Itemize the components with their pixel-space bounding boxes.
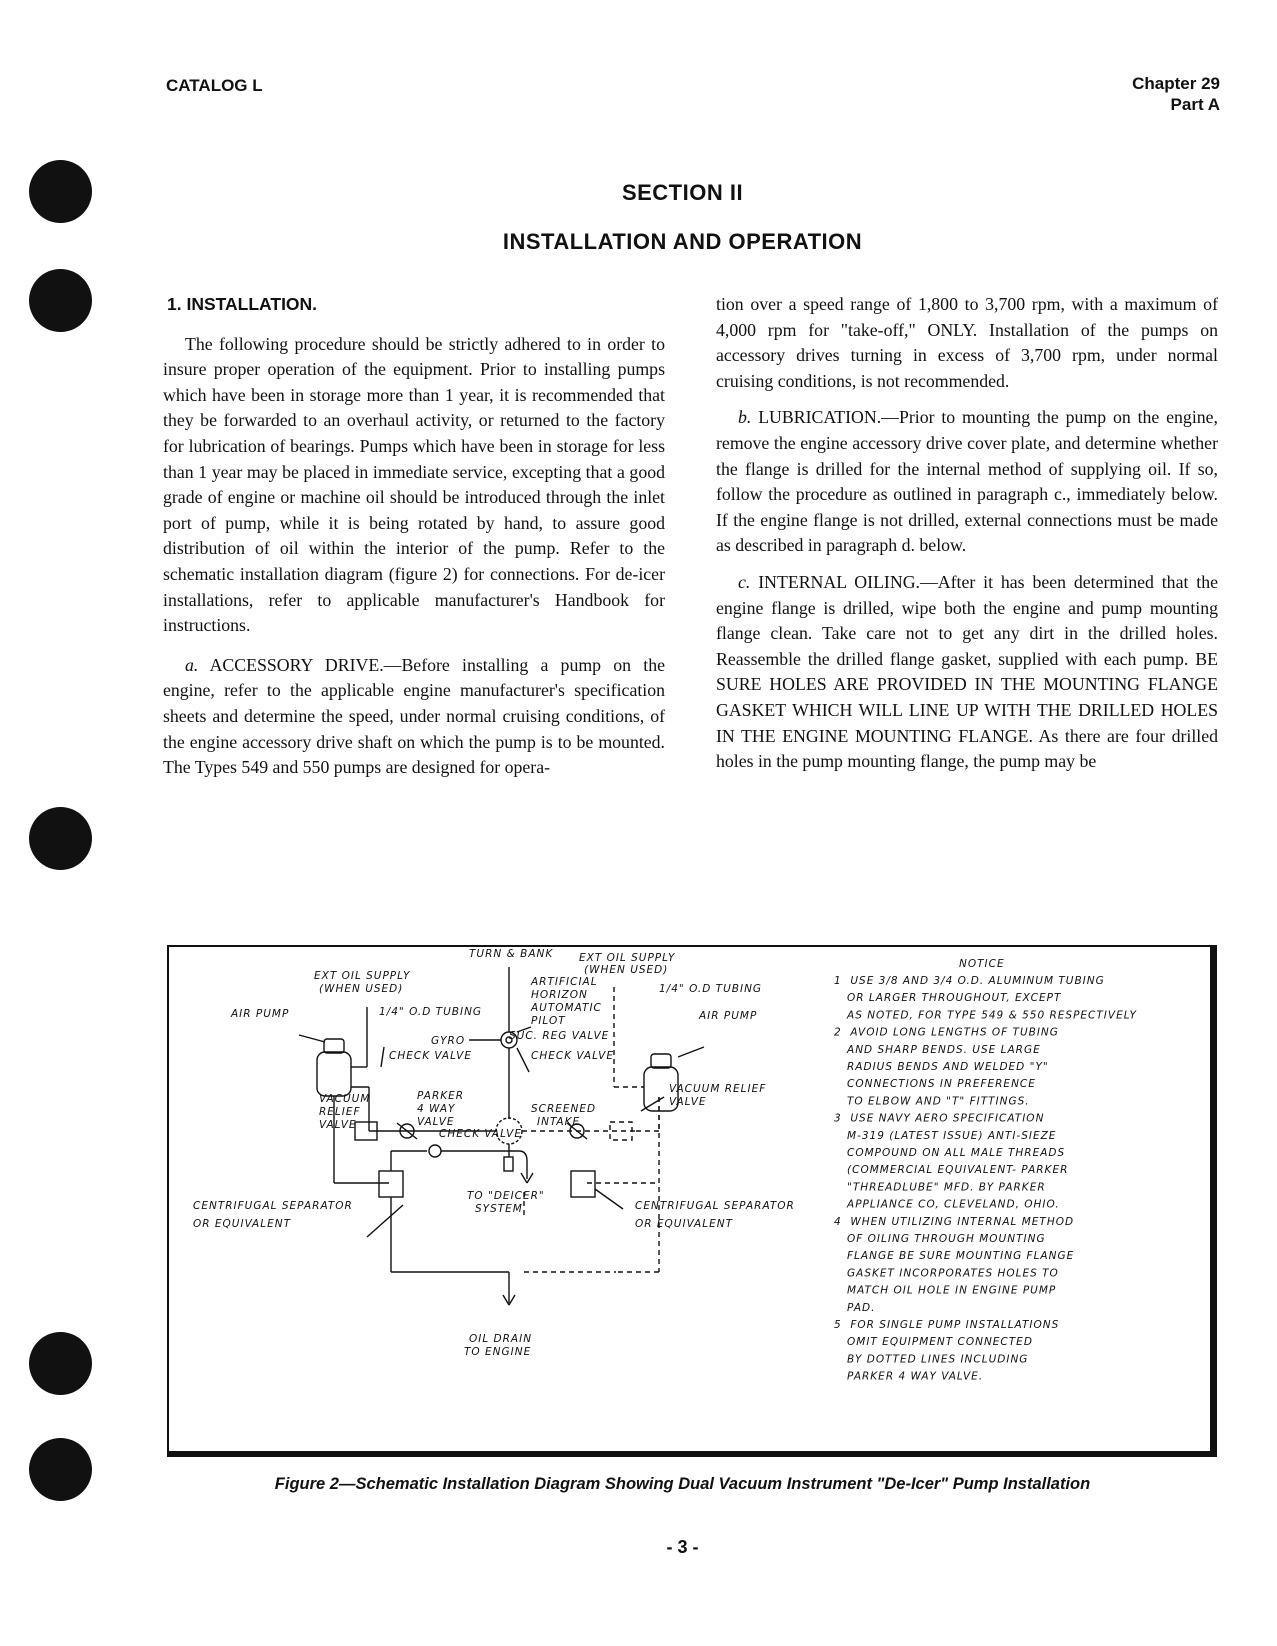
schematic-figure	[167, 945, 1217, 1457]
label-air-pump-left: AIR PUMP	[231, 1008, 290, 1020]
notice-line: 4 WHEN UTILIZING INTERNAL METHOD	[834, 1215, 1075, 1228]
label-tubing-right: 1/4" O.D TUBING	[659, 983, 763, 995]
part-label: Part A	[1170, 95, 1220, 114]
notice-line: GASKET INCORPORATES HOLES TO	[834, 1267, 1059, 1280]
label-tubing-left: 1/4" O.D TUBING	[379, 1006, 483, 1018]
label-turn-bank: TURN & BANK	[469, 948, 554, 960]
notice-line: 2 AVOID LONG LENGTHS OF TUBING	[834, 1026, 1059, 1039]
notice-line: COMPOUND ON ALL MALE THREADS	[834, 1147, 1066, 1159]
paragraph-letter: a.	[185, 654, 199, 675]
label-cent-left-1: CENTRIFUGAL SEPARATOR	[193, 1200, 353, 1212]
page-number: - 3 -	[666, 1537, 699, 1557]
label-ext-oil-left-2: (WHEN USED)	[319, 983, 404, 995]
label-cent-left-2: OR EQUIVALENT	[193, 1218, 291, 1230]
label-check-valve-left: CHECK VALVE	[389, 1050, 472, 1062]
label-check-valve-right: CHECK VALVE	[531, 1050, 614, 1062]
notice-line: FLANGE BE SURE MOUNTING FLANGE	[834, 1250, 1075, 1263]
label-ext-oil-right-1: EXT OIL SUPPLY	[579, 952, 676, 964]
notice-line: 5 FOR SINGLE PUMP INSTALLATIONS	[834, 1319, 1060, 1331]
notice-title: NOTICE	[959, 958, 1005, 970]
label-automatic-pilot-1: AUTOMATIC	[531, 1002, 602, 1014]
label-deicer-2: SYSTEM	[475, 1203, 523, 1215]
catalog-label: CATALOG L	[166, 76, 263, 95]
label-artificial-horizon-2: HORIZON	[531, 989, 588, 1001]
figure-caption: Figure 2—Schematic Installation Diagram Showing Dual Vacuum Instrument "De-Icer" Pump Installation	[274, 1475, 1091, 1493]
section-title: SECTION II	[621, 180, 744, 205]
notice-line: 3 USE NAVY AERO SPECIFICATION	[834, 1112, 1045, 1125]
notice-line: PARKER 4 WAY VALVE.	[834, 1370, 984, 1383]
paragraph-text: LUBRICATION.—Prior to mounting the pump on the engine, remove the engine accessory drive cover plate, and determine whether the flange is drilled for the internal method of supplying oil. If so, follow the procedure as outlined in paragraph c., immediately below. If the engine flange is not drilled, external connections must be made as described in paragraph d. below.	[716, 407, 1218, 556]
notice-line: OR LARGER THROUGHOUT, EXCEPT	[834, 992, 1062, 1005]
label-oil-drain-1: OIL DRAIN	[469, 1333, 533, 1345]
notice-line: MATCH OIL HOLE IN ENGINE PUMP	[834, 1284, 1057, 1297]
label-cent-right-2: OR EQUIVALENT	[635, 1218, 733, 1230]
label-screened-2: INTAKE	[537, 1116, 581, 1128]
paragraph-letter: c.	[738, 571, 751, 592]
notice-line: "THREADLUBE" MFD. BY PARKER	[834, 1181, 1046, 1194]
notice-line: OF OILING THROUGH MOUNTING	[834, 1233, 1046, 1245]
paragraph-text: ACCESSORY DRIVE.—Before installing a pump on the engine, refer to the applicable engine manufacturer's specification sheets and determine the speed, under normal cruising conditions, of the engine accessory drive shaft on which the pump is to be mounted. The Types 549 and 550 pumps are designed for opera-	[163, 654, 665, 778]
installation-heading: 1. INSTALLATION.	[167, 294, 318, 314]
label-artificial-horizon-1: ARTIFICIAL	[531, 976, 598, 988]
paragraph-letter: b.	[738, 407, 752, 428]
chapter-label: Chapter 29	[1132, 74, 1220, 93]
notice-line: RADIUS BENDS AND WELDED "Y"	[834, 1061, 1049, 1073]
label-suc-reg-valve: SUC. REG VALVE	[509, 1030, 610, 1042]
notice-line: AND SHARP BENDS. USE LARGE	[834, 1043, 1041, 1056]
label-vacuum-relief-left-2: RELIEF	[319, 1106, 361, 1118]
notice-line: BY DOTTED LINES INCLUDING	[834, 1353, 1029, 1366]
internal-oiling-paragraph	[716, 570, 1218, 775]
paragraph-text: INTERNAL OILING.—After it has been determined that the engine flange is drilled, wipe both the engine and pump mounting flange clean. Take care not to get any dirt in the drilled holes. Reassemble the drilled flange gasket, supplied with each pump. BE SURE HOLES ARE PROVIDED IN THE MOUNTING FLANGE GASKET WHICH WILL LINE UP WITH THE DRILLED HOLES IN THE ENGINE MOUNTING FLANGE. As there are four drilled holes in the pump mounting flange, the pump may be	[716, 571, 1218, 772]
accessory-drive-paragraph	[163, 653, 665, 781]
notice-line: APPLIANCE CO, CLEVELAND, OHIO.	[834, 1198, 1060, 1211]
label-gyro: GYRO	[431, 1035, 466, 1047]
notice-line: OMIT EQUIPMENT CONNECTED	[834, 1336, 1033, 1349]
label-vacuum-relief-right-1: VACUUM RELIEF	[669, 1083, 767, 1095]
installation-paragraph: The following procedure should be strictly adhered to in order to insure proper operation of the equipment. Prior to installing pumps which have been in storage more than 1 year, it is recommended that they be forwarded to an overhaul activity, or returned to the factory for lubrication of bearings. Pumps which have been in storage for less than 1 year may be placed in immediate service, excepting that a good grade of engine or machine oil should be introduced through the inlet port of pump, while it is being rotated by hand, to assure good distribution of oil within the interior of the pump. Refer to the schematic installation diagram (figure 2) for connections. For de-icer installations, refer to applicable manufacturer's Handbook for instructions.	[163, 333, 665, 636]
label-parker-3: VALVE	[417, 1116, 455, 1128]
notice-line: M-319 (LATEST ISSUE) ANTI-SIEZE	[834, 1129, 1057, 1142]
label-air-pump-right: AIR PUMP	[699, 1010, 758, 1022]
schematic-diagram	[169, 947, 1210, 1451]
notice-line: PAD.	[834, 1301, 876, 1314]
binder-hole	[29, 1332, 92, 1395]
label-parker-1: PARKER	[417, 1090, 465, 1102]
label-deicer-1: TO "DEICER"	[467, 1190, 545, 1202]
label-cent-right-1: CENTRIFUGAL SEPARATOR	[635, 1200, 795, 1212]
label-screened-1: SCREENED	[531, 1103, 597, 1115]
notice-line: (COMMERCIAL EQUIVALENT- PARKER	[834, 1164, 1069, 1177]
notice-line: TO ELBOW AND "T" FITTINGS.	[834, 1095, 1030, 1108]
right-column	[716, 292, 1218, 784]
notice-line: 1 USE 3/8 AND 3/4 O.D. ALUMINUM TUBING	[834, 975, 1105, 987]
left-column	[163, 292, 665, 790]
notice-line: CONNECTIONS IN PREFERENCE	[834, 1078, 1036, 1091]
notice-line: AS NOTED, FOR TYPE 549 & 550 RESPECTIVELY	[834, 1009, 1137, 1022]
section-subtitle: INSTALLATION AND OPERATION	[502, 229, 863, 254]
binder-hole	[29, 807, 92, 870]
notice-lines	[834, 975, 1138, 1383]
label-ext-oil-left-1: EXT OIL SUPPLY	[314, 970, 411, 982]
label-ext-oil-right-2: (WHEN USED)	[584, 964, 669, 976]
continued-paragraph: tion over a speed range of 1,800 to 3,700 rpm, with a maximum of 4,000 rpm for "take-off," ONLY. Installation of the pumps on accessory drives turning in excess of 3,700 rpm, under normal cruising conditions, is not recommended.	[716, 294, 1218, 391]
label-parker-2: 4 WAY	[417, 1103, 456, 1115]
label-check-valve-bottom: CHECK VALVE	[439, 1128, 522, 1140]
label-vacuum-relief-left-1: VACUUM	[319, 1093, 371, 1105]
binder-hole	[29, 269, 92, 332]
label-automatic-pilot-2: PILOT	[531, 1015, 566, 1027]
label-vacuum-relief-left-3: VALVE	[319, 1119, 357, 1131]
label-oil-drain-2: TO ENGINE	[464, 1346, 532, 1358]
lubrication-paragraph	[716, 405, 1218, 559]
label-vacuum-relief-right-2: VALVE	[669, 1096, 707, 1108]
